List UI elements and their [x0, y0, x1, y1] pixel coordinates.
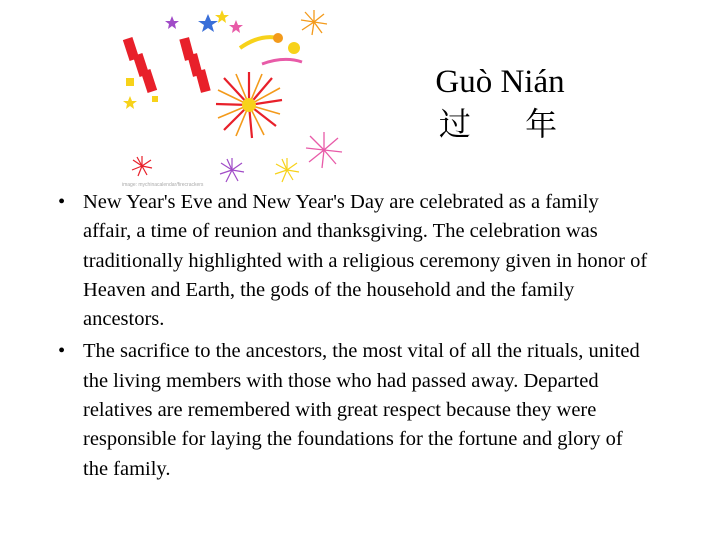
firework-burst-pink: [306, 132, 342, 168]
fireworks-firecrackers-icon: [112, 8, 374, 190]
bullet-list: [52, 188, 652, 487]
firecrackers-left: [123, 37, 158, 102]
firework-burst-large: [216, 72, 282, 138]
slide-title: [400, 62, 600, 146]
comet-swirl: [240, 33, 302, 64]
list-item: [52, 337, 652, 483]
firework-burst-yellow-small: [275, 158, 299, 182]
firework-burst-purple: [220, 158, 244, 182]
title-hanzi: 过 年: [438, 105, 580, 143]
bullet-text: New Year's Eve and New Year's Day are celebrated as a family affair, a time of reunion and thanksgiving. The celebration was traditionally highlighted with a religious ceremony given in honor of Heaven and Earth, the gods of the household and the family ancestors.: [83, 191, 648, 331]
firework-burst-orange: [301, 10, 327, 35]
firework-burst-red-small: [132, 156, 152, 176]
list-item: [52, 188, 652, 334]
firecrackers-middle: [179, 37, 210, 93]
bullet-marker: •: [58, 191, 66, 213]
bullet-marker: •: [58, 340, 66, 363]
image-credit: image: mychinacalendar/firecrackers: [122, 182, 204, 188]
bullet-text: The sacrifice to the ancestors, the most vital of all the rituals, united the living members with those who had passed away. Departed relatives are remembered with great respect because they were responsible for laying the foundations for the fortune and glory of the family.: [83, 340, 640, 480]
title-pinyin: Guò Nián: [435, 64, 565, 100]
